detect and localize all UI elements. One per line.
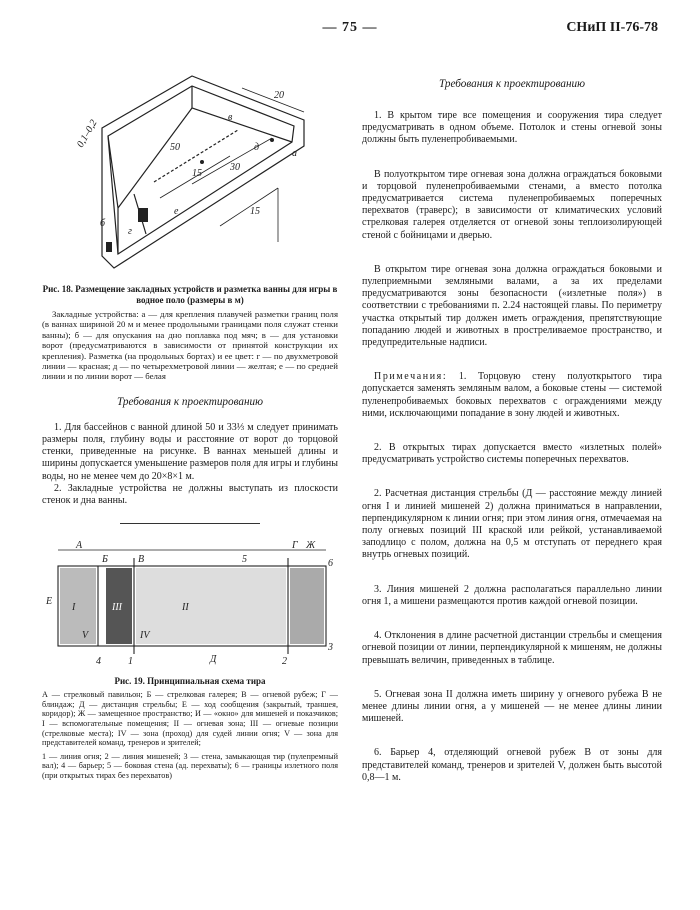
right-paragraph-3: В открытом тире огневая зона должна ограждаться боковыми и пулеприемными земляными валами, а за их пределами предусматриваются зоны безопасности («излетные поля») в соответствии с требованиями п. 2.24 настоящей главы. По периметру участка открытый тир должен иметь ограждения, препятствующие попаданию людей и животных в простреливаемое пространство, и предупредительные надписи. [362,263,662,349]
figure-19-caption-legend: А — стрелковый павильон; Б — стрелковая галерея; В — огневой рубеж; Г — блиндаж; Д — дистанция стрельбы; Е — ход сообщения (закрытый, траншея, коридор); Ж — замещенное пространство; И — «окно» для мишеней и показчиков; I — вспомогательные помещения; II — огневая зона; III — огневые позиции (стрелковые места); IV — зона (проход) для судей линии огня; V — зона для представителей команд, тренеров и зрителей; [42,690,338,748]
label-5: 5 [242,554,247,566]
figure-18-caption-text: Закладные устройства: а — для крепления плавучей разметки границ поля (в ваннах шириной 20 м и менее продольными границами поля служат стенки ванны); б — для опускания на дно поплавка под мяч; в — для установки ворот (предусматриваются в зависимости от принятой конструкции их крепления). Разметка (на продольных бортах) и ее цвет: г — по двухметровой линии — красная; д — по четырехметровой линии — желтая; е — по средней линии и по линии ворот — белая [42,309,338,382]
label-4: 4 [96,656,101,668]
anchor-point-a [270,138,274,142]
right-section-heading: Требования к проектированию [438,78,586,90]
section-divider [120,523,260,524]
notes-paragraph-1 [362,371,662,420]
label-2: 2 [282,656,287,668]
left-paragraph-1: 1. Для бассейнов с ванной длиной 50 и 33⅓ м следует принимать размеры поля, глубину воды и расстояние от ворот до торцовой стенки, приведенные на рисунке. В ваннах меньшей длины и ширины допускается уменьшение размеров поля для игры и глубины воды, но не менее чем до 20×8×1 м. [42,421,339,482]
label-IV: IV [140,630,150,642]
notes-paragraph-2: 2. В открытых тирах допускается вместо «излетных полей» предусматривать устройство системы поперечных перехватов. [362,442,662,466]
figure-19-caption-numbers: 1 — линия огня; 2 — линия мишеней; 3 — стена, замыкающая тир (пулепремный вал); 4 — барьер; 5 — боковая стена (ад. перехваты); 6 — границы излетного поля (при открытых тирах без перехватов) [42,751,338,781]
anchor-point-b [200,160,204,164]
label-I: I [72,602,76,614]
label-B: Б [102,554,108,566]
label-A: А [76,540,83,552]
label-01-02: 0,1–0,2 [75,118,100,150]
label-III: III [112,602,122,614]
goal-frame [138,208,148,222]
right-paragraph-4: 2. Расчетная дистанция стрельбы (Д — расстояние между линией огня I и линией мишеней 2) должна приниматься в направлении, перпендикулярном к линии огня; при этом линия огня, отмечаемая на полу огневых позиций III краской или рейкой, устанавливаемой заподлицо с полом, должна на 0,5 м отступать от переднего края внутрь огневых позиций. [362,488,662,561]
label-D: Д [210,654,217,666]
label-50: 50 [170,142,180,153]
label-V: В [138,554,145,566]
label-e: е [174,206,179,217]
label-a: а [292,148,297,159]
label-II: II [182,602,189,614]
page-number: — 75 — [322,20,378,35]
notes-label: Примечания: [374,371,448,383]
figure-19-caption-title: Рис. 19. Принципиальная схема тира [114,676,266,687]
label-E: Е [46,596,53,608]
right-paragraph-5: 3. Линия мишеней 2 должна располагаться параллельно линии огня 1, а мишени размещаются против каждой огневой позиции. [362,583,662,607]
right-paragraph-2: В полуоткрытом тире огневая зона должна ограждаться боковыми и торцовой пуленепробиваемыми стенами, а вместо потолка предусматривается система пуленепробиваемых поперечных перехватов (траверс); в зависимости от климатических условий стрелковая галерея отделяется от огневой зоны теплоизолирующей стеной с бойницами и дверью. [362,168,662,241]
label-6: 6 [328,558,333,570]
right-paragraph-7: 5. Огневая зона II должна иметь ширину у огневого рубежа В не менее длины линии огня, а у мишеней — не менее длины линии мишеней. [362,688,662,725]
label-15-lower: 15 [250,206,260,217]
label-b: б [100,218,106,229]
label-15: 15 [192,168,202,179]
notes-text-1: 1. Торцовую стену полуоткрытого тира допускается заменять земляным валом, а боковые стены — системой пуленепробиваемых боковых перехватов с ограждениями между ними, исключающими попадание в зону людей и животных. [362,371,662,419]
label-G: Г [292,540,298,552]
rim-marks [106,242,112,252]
left-column [42,58,338,781]
label-V-roman: V [82,630,89,642]
target-wall [290,568,324,644]
right-paragraph-1: 1. В крытом тире все помещения и сооружения тира следует предусматривать в одном объеме. Потолок и стены огневой зоны должны быть пуленепробиваемыми. [362,110,662,146]
right-paragraph-6: 4. Отклонения в длине расчетной дистанции стрельбы и смещения огневой позиции от линии, перпендикулярной к мишеням, не должны превышать величин, приведенных в таблице. [362,630,662,666]
label-20: 20 [274,90,284,101]
right-column [362,78,662,784]
figure-18-caption-title: Рис. 18. Размещение закладных устройств и разметка ванны для игры в водное поло (размеры в м) [42,284,338,305]
figure-18-pool-diagram [42,58,338,280]
label-3: 3 [328,642,333,654]
document-code: СНиП II-76-78 [566,20,658,35]
left-section-heading: Требования к проектированию [116,395,264,408]
fire-zone [136,568,286,644]
label-g: г [128,226,132,237]
label-1: 1 [128,656,133,668]
label-d: д [254,142,260,153]
right-paragraph-8: 6. Барьер 4, отделяющий огневой рубеж В от зоны для представителей команд, тренеров и зрителей V, должен быть высотой 0,8—1 м. [362,747,662,783]
pavilion-area [60,568,96,644]
label-30: 30 [230,162,240,173]
left-paragraph-2: 2. Закладные устройства не должны выступать из плоскости стенок и дна ванны. [42,482,338,507]
label-v: в [228,112,233,123]
dim-30-line [192,138,272,184]
figure-19-shooting-range-scheme [42,540,338,670]
label-Zh: Ж [306,540,316,552]
